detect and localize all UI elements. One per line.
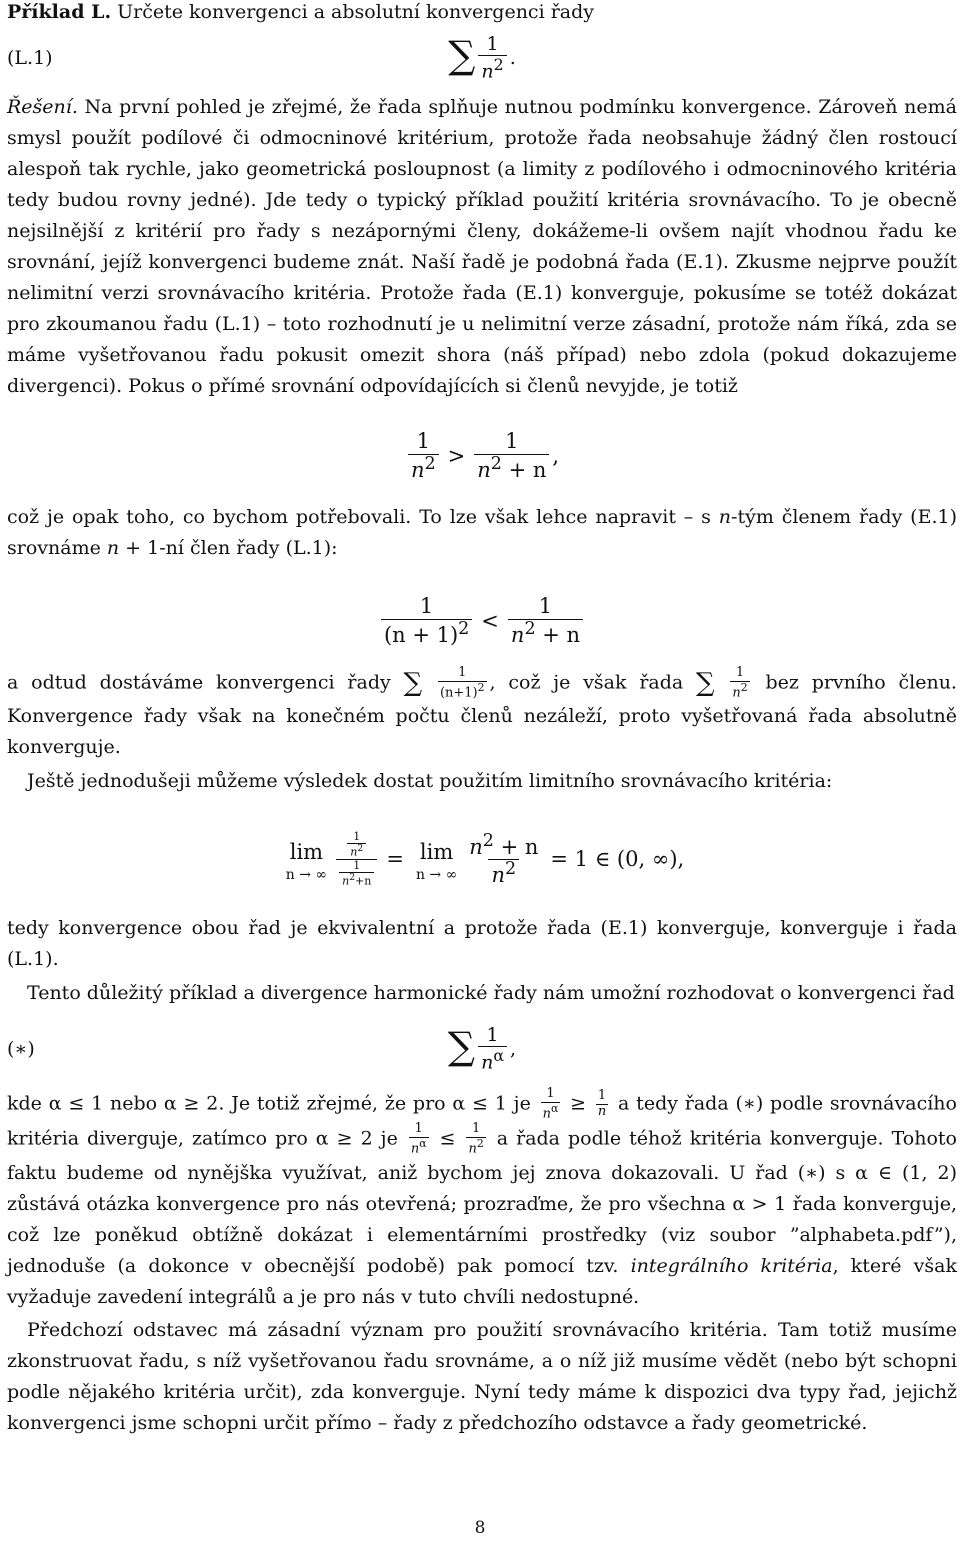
solution-label: Řešení. (7, 96, 78, 118)
sum-symbol: ∑ (447, 1024, 476, 1069)
sum-symbol: ∑ (448, 33, 476, 77)
example-label: Příklad L. (7, 1, 112, 23)
equation-L1: (L.1) ∑ 1 $n^2$ . (7, 32, 516, 83)
document-page (7, 0, 957, 1439)
paragraph-conclusion: a odtud dostáváme konvergenci řady ∑ $\frac{1}{(n+1)^2}$ , což je však řada ∑ $\frac{1}{n^2}$ bez prvního členu. Konvergence řady však na konečném počtu členů nezáleží, proto vyšetřovaná řada absolutně konverguje. (7, 665, 957, 759)
paragraph-shift: což je opak toho, co bychom potřebovali. To lze však lehce napravit – s n-tým členem řady (E.1) srovnáme n + 1-ní člen řady (L.1): (7, 506, 958, 559)
equation-label: (∗) (7, 1037, 35, 1060)
page-number: 8 (474, 1518, 486, 1538)
example-heading (7, 0, 957, 28)
paragraph-summary: Předchozí odstavec má zásadní význam pro použití srovnávacího kritéria. Tam totiž musíme zkonstruovat řadu, s níž vyšetřovanou řadu srovnáme, a o níž již musíme vědět (nebo být schopni podle nějakého kritéria určit), zda konverguje. Nyní tedy máme k dispozici dva typy řad, jejichž konvergenci jsme schopni určit přímo – řady z předchozího odstavce a řady geometrické. (7, 1318, 957, 1434)
equation-inequality: 1 $(n + 1)^2$ < 1 $n^2 + n$ (7, 580, 957, 662)
fraction: 1 $n^2$ (478, 34, 506, 82)
equation-star: (∗) ∑ 1 $n^\alpha$ , (7, 1024, 517, 1074)
paragraph-harmonic: Tento důležitý příklad a divergence harmonické řady nám umožní rozhodovat o konvergenci řad (27, 982, 955, 1005)
paragraph-equivalence: tedy konvergence obou řad je ekvivalentní a protože řada (E.1) konverguje, konverguje i řada (L.1). (7, 917, 957, 971)
example-title: Určete konvergenci a absolutní konvergenci řady (117, 1, 594, 23)
equation-label: (L.1) (7, 46, 53, 69)
equation-comparison: 1 $n^2$ > 1 $n^2 + n$ , (7, 416, 957, 496)
paragraph-limit-intro: Ještě jednodušeji můžeme výsledek dostat použitím limitního srovnávacího kritéria: (27, 770, 833, 793)
paragraph-alpha: kde α ≤ 1 nebo α ≥ 2. Je totiž zřejmé, že pro α ≤ 1 je $\frac{1}{n^\alpha}$ ≥ $\frac{1}{n}$ a tedy řada (∗) podle srovnávacího kritéria diverguje, zatímco pro α ≥ 2 je $\frac{1}{n^\alpha}$ ≤ $\frac{1}{n^2}$ a řada podle téhož kritéria konverguje. Tohoto faktu budeme od nynějška využívat, aniž bychom jej znova dokazovali. U řad (∗) s α ∈ (1, 2) zůstává otázka konvergence pro nás otevřená; prozraďme, že pro všechna α > 1 řada konverguje, což lze poněkud obtížně dokázat i elementárními prostředky (viz soubor ”alphabeta.pdf”), jednoduše (a dokonce v obecnější podobě) pak pomocí tzv. integrálního kritéria, které však vyžaduje zavedení integrálů a je pro nás v tuto chvíli nedostupné. (7, 1086, 957, 1308)
solution-paragraph (7, 92, 957, 402)
solution-text: Na první pohled je zřejmé, že řada splňuje nutnou podmínku konvergence. Zároveň nemá smysl použít podílové či odmocninové kritérium, protože řada neobsahuje žádný člen rostoucí alespoň tak rychle, jako geometrická posloupnost (a limity z podílového i odmocninového kritéria tedy budou rovny jedné). Jde tedy o typický příklad použití kritéria srovnávacího. To je obecně nejsilnější z kritérií pro řady s nezápornými členy, dokážeme-li ovšem najít vhodnou řadu ke srovnání, jejíž konvergenci budeme znát. Naší řadě je podobná řada (E.1). Zkusme nejprve použít nelimitní verzi srovnávacího kritéria. Protože řada (E.1) konverguje, pokusíme se totéž dokázat pro zkoumanou řadu (L.1) – toto rozhodnutí je u nelimitní verze zásadní, protože nám říká, zda se máme vyšetřovanou řadu pokusit omezit shora (náš případ) nebo zdola (pokud dokazujeme divergenci). Pokus o přímé srovnání odpovídajících si členů nevyjde, je totiž (7, 96, 957, 397)
equation-limit: lim n → ∞ 1 $n^2$ 1 $n^2+n$ = lim n → ∞ $\frac{n^2 + n}{n^2}$ = 1 ∈ (0, ∞), (285, 829, 685, 888)
